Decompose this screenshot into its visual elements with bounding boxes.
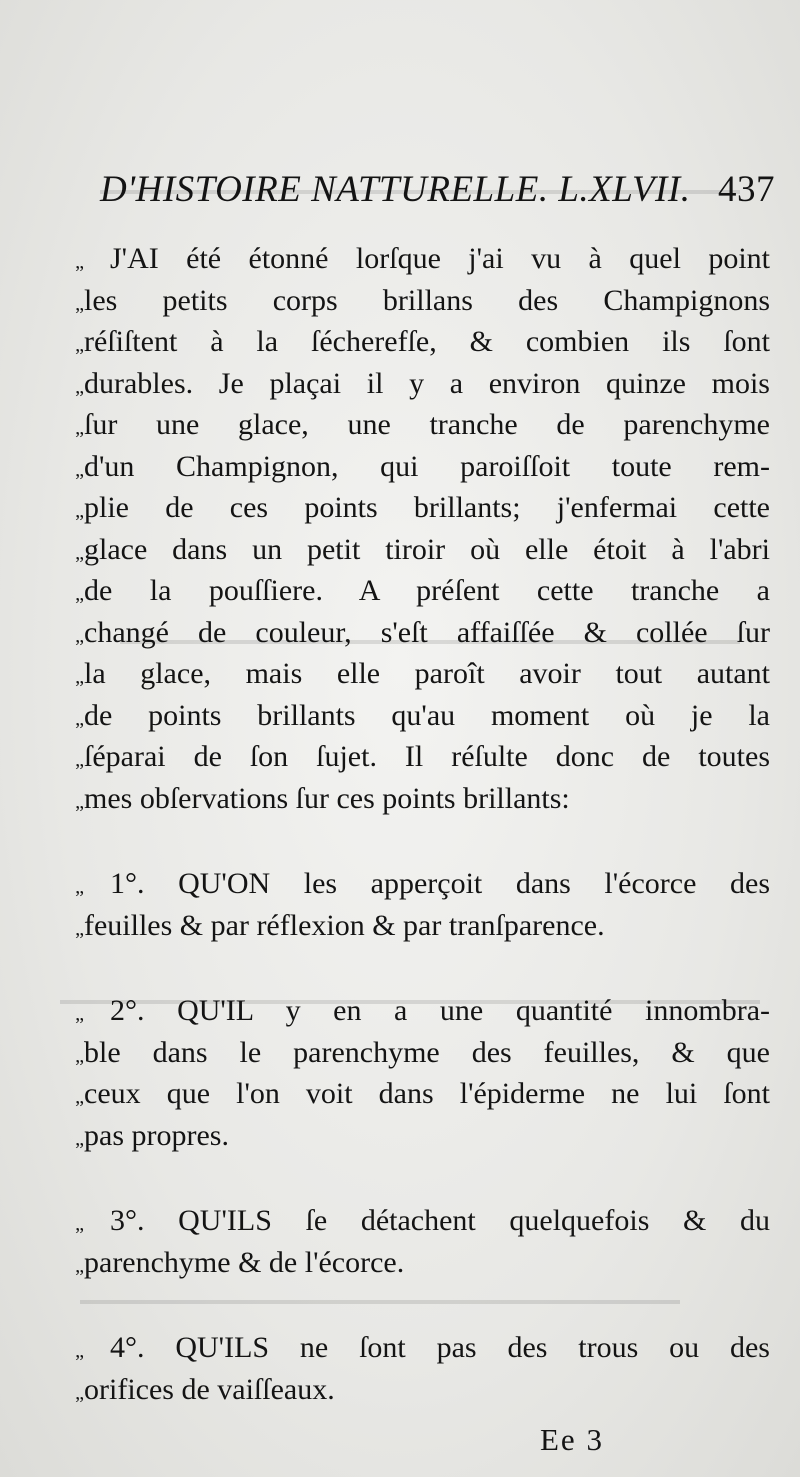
text-line	[40, 529, 770, 571]
line-text: 3°. QU'ILS ſe détachent quelquefois & du	[110, 1204, 770, 1237]
running-head	[100, 168, 775, 211]
line-text: ſur une glace, une tranche de parenchyme	[84, 408, 770, 441]
text-line	[40, 280, 770, 322]
quote-mark: „	[75, 1086, 84, 1108]
line-text: pas propres.	[84, 1118, 229, 1152]
quote-mark: „	[75, 334, 84, 356]
line-text: 2°. QU'IL y en a une quantité innombra-	[110, 994, 770, 1027]
line-text: durables. Je plaçai il y a environ quinze mois	[84, 366, 770, 400]
quote-mark: „	[75, 541, 84, 564]
text-line	[40, 612, 770, 654]
quote-mark: „	[75, 1340, 84, 1362]
line-text: ſéparai de ſon ſujet. Il réſulte donc de toutes	[84, 740, 770, 773]
line-text: glace dans un petit tiroir où elle étoit à l'abri	[84, 532, 770, 566]
text-line	[40, 1369, 770, 1411]
quote-mark: „	[75, 1003, 84, 1025]
quote-mark: „	[75, 707, 84, 730]
text-line	[40, 1073, 770, 1115]
running-head-title: D'HISTOIRE NATTURELLE. L.XLVII.	[100, 169, 691, 210]
paragraph-gap	[40, 1156, 770, 1200]
paragraph-gap	[40, 946, 770, 990]
line-text: changé de couleur, s'eſt affaiſſée & collée ſur	[84, 615, 770, 649]
text-line	[40, 1115, 770, 1157]
line-text: d'un Champignon, qui paroiſſoit toute rem-	[84, 449, 770, 483]
line-text: parenchyme & de l'écorce.	[84, 1245, 405, 1279]
line-text: plie de ces points brillants; j'enfermai cette	[84, 491, 770, 524]
line-text: réſiſtent à la ſécherefſe, & combien ils ſont	[84, 325, 770, 358]
line-text: feuilles & par réflexion & par tranſparence.	[84, 908, 605, 942]
text-line	[40, 404, 770, 446]
quote-mark: „	[75, 666, 84, 688]
text-line	[40, 863, 770, 905]
text-line	[40, 446, 770, 488]
text-line	[40, 487, 770, 529]
text-line	[40, 695, 770, 737]
quote-mark: „	[75, 458, 84, 481]
text-line	[40, 778, 770, 820]
quote-mark: „	[75, 1213, 84, 1235]
line-text: de points brillants qu'au moment où je la	[84, 698, 770, 732]
quote-mark: „	[75, 876, 84, 898]
line-text: ceux que l'on voit dans l'épiderme ne lui ſont	[84, 1077, 770, 1110]
text-line	[40, 321, 770, 363]
quote-mark: „	[75, 1254, 84, 1277]
quote-mark: „	[75, 624, 84, 647]
text-line	[40, 1032, 770, 1074]
quote-mark: „	[75, 292, 84, 315]
line-text: les petits corps brillans des Champignons	[84, 283, 770, 317]
line-text: la glace, mais elle paroît avoir tout autant	[84, 657, 770, 690]
line-text: ble dans le parenchyme des feuilles, & que	[84, 1035, 770, 1069]
signature-mark: Ee 3	[540, 1422, 604, 1457]
quote-mark: „	[75, 1127, 84, 1150]
paragraph-gap	[40, 819, 770, 863]
line-text: orifices de vaiſſeaux.	[84, 1372, 335, 1406]
text-line	[40, 1327, 770, 1369]
quote-mark: „	[75, 1044, 84, 1067]
text-line	[40, 653, 770, 695]
quote-mark: „	[75, 251, 84, 273]
quote-mark: „	[75, 790, 84, 813]
line-text: 4°. QU'ILS ne ſont pas des trous ou des	[110, 1331, 770, 1364]
text-line	[40, 238, 770, 280]
text-line	[40, 1242, 770, 1284]
line-text: mes obſervations ſur ces points brillants:	[84, 781, 570, 815]
text-line	[40, 990, 770, 1032]
text-line	[40, 736, 770, 778]
text-line	[40, 1200, 770, 1242]
quote-mark: „	[75, 375, 84, 398]
page-number: 437	[718, 169, 775, 210]
quote-mark: „	[75, 500, 84, 522]
quote-mark: „	[75, 917, 84, 940]
paragraph-gap	[40, 1283, 770, 1327]
text-line	[40, 905, 770, 947]
body-text	[40, 238, 770, 1410]
quote-mark: „	[75, 749, 84, 771]
quote-mark: „	[75, 417, 84, 439]
text-line	[40, 363, 770, 405]
quote-mark: „	[75, 583, 84, 605]
quote-mark: „	[75, 1381, 84, 1404]
line-text: de la pouſſiere. A préſent cette tranche a	[84, 574, 770, 607]
text-line	[40, 570, 770, 612]
line-text: 1°. QU'ON les apperçoit dans l'écorce des	[110, 867, 770, 900]
line-text: J'AI été étonné lorſque j'ai vu à quel point	[110, 242, 770, 275]
